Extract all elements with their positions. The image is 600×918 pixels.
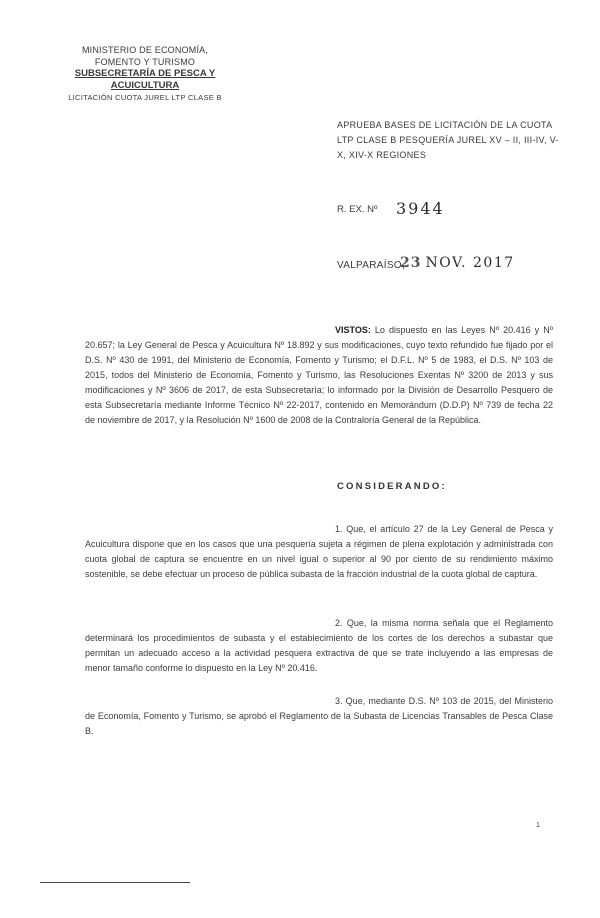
vistos-label: VISTOS: (335, 325, 371, 335)
ministry-line-2: FOMENTO Y TURISMO (94, 57, 196, 67)
vistos-text: Lo dispuesto en las Leyes Nº 20.416 y Nº 20.657; la Ley General de Pesca y Acuicultura Nº 18.892 y sus modificaciones, cuyo texto refundido fue fijado por el D.S. Nº 430 de 1991, del Ministerio de Economía, Fomento y Turismo; el D.F.L. Nº 5 de 1983, el D.S. Nº 103 de 2015, todos del Ministerio de Economía, Fomento y Turismo, las Resoluciones Exentas Nº 3200 de 2013 y sus modificaciones y Nº 3606 de 2017, de esta Subsecretaría; lo informado por la División de Desarrollo Pesquero de esta Subsecretaría mediante Informe Técnico Nº 22-2017, contenido en Memorándum (D.D.P) Nº 739 de fecha 22 de noviembre de 2017, y la Resolución Nº 1600 de 2008 de la Contraloría General de la República. (85, 325, 553, 425)
vistos-paragraph (85, 323, 553, 428)
considerando-point-1 (85, 522, 553, 582)
point-text: 1. Que, el artículo 27 de la Ley General de Pesca y Acuicultura dispone que en los casos que una pesquería sujeta a régimen de plena explotación y administrada con cuota global de captura se encuentre en un nivel igual o superior al 90 por ciento de su rendimiento máximo sostenible, se debe efectuar un proceso de pública subasta de la fracción industrial de la cuota global de captura. (85, 524, 553, 579)
point-text: 2. Que, la misma norma señala que el Reglamento determinará los procedimientos de subasta y el establecimiento de los cortes de los derechos a subastar que permitan un adecuado acceso a la actividad pesquera extractiva de que se trate incluyendo a las empresas de menor tamaño conforme lo dispuesto en la Ley Nº 20.416. (85, 618, 553, 673)
date-stamp (400, 255, 515, 271)
page-number: 1 (536, 822, 540, 829)
date-stamp-month-year: NOV. 2017 (425, 255, 515, 271)
point-text: 3. Que, mediante D.S. Nº 103 de 2015, del Ministerio de Economía, Fomento y Turismo, se aprobó el Reglamento de la Subasta de Licencias Transables de Pesca Clase B. (85, 696, 553, 736)
date-stamp-day: 23 (400, 255, 422, 271)
subsecretaria-line: SUBSECRETARÍA DE PESCA Y ACUICULTURA (74, 68, 216, 91)
reference-title: APRUEBA BASES DE LICITACIÓN DE LA CUOTA LTP CLASE B PESQUERÍA JUREL XV – II, III-IV, V-X, XIV-X REGIONES (337, 120, 559, 160)
resolution-number: 3944 (396, 199, 445, 218)
footnote-divider (40, 882, 190, 883)
resolution-label: R. EX. Nº (337, 204, 378, 215)
considerando-point-3 (85, 694, 553, 739)
considerando-point-2 (85, 616, 553, 676)
considerando-heading: CONSIDERANDO: (337, 481, 447, 492)
place-label: VALPARAÍSO, (337, 260, 405, 271)
ministry-line: MINISTERIO DE ECONOMÍA, (81, 45, 209, 55)
letterhead (40, 44, 250, 104)
licitacion-line: LICITACIÓN CUOTA JUREL LTP CLASE B (68, 93, 222, 102)
